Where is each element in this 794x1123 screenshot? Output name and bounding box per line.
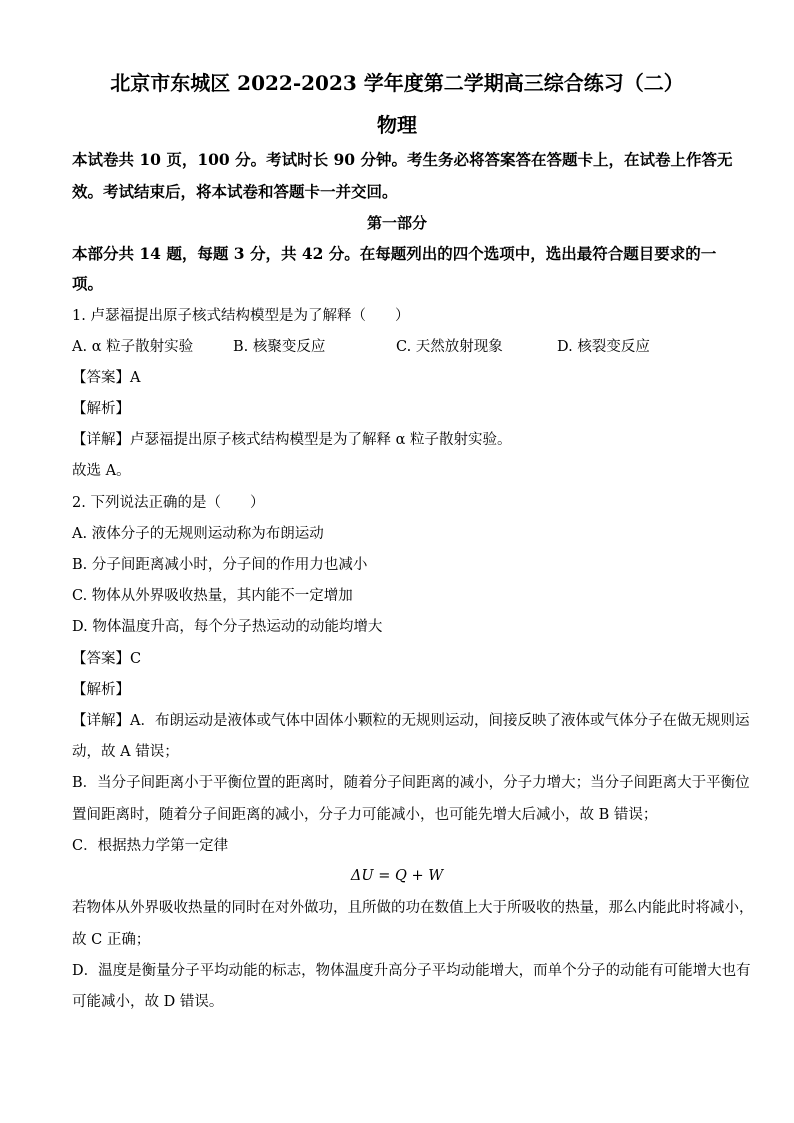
page-title: 北京市东城区 2022-2023 学年度第二学期高三综合练习（二） [110,71,684,95]
question-2-stem: 2. 下列说法正确的是（ ） [72,495,265,511]
part-one-heading: 第一部分 [366,214,427,232]
question-2-option-d: D. 物体温度升高，每个分子热运动的动能均增大 [72,619,383,635]
question-1-detail: 【详解】卢瑟福提出原子核式结构模型是为了解释 α 粒子散射实验。 [72,432,512,448]
question-1-stem: 1. 卢瑟福提出原子核式结构模型是为了解释（ ） [72,308,410,324]
question-1-analysis-label: 【解析】 [72,401,130,417]
part-one-description-1: 本部分共 14 题，每题 3 分，共 42 分。在每题列出的四个选项中，选出最符合题目要求的一 [72,244,717,263]
question-2-detail-a-1: 【详解】A．布朗运动是液体或气体中固体小颗粒的无规则运动，间接反映了液体或气体分子在做无规则运 [72,713,750,729]
question-2-answer: 【答案】C [72,651,142,667]
part-one-description-2: 项。 [72,274,104,293]
question-2-detail-d-1: D．温度是衡量分子平均动能的标志，物体温度升高分子平均动能增大，而单个分子的动能有可能增大也有 [72,963,751,979]
question-2-detail-a-2: 动，故 A 错误； [72,744,179,760]
question-2-option-a: A. 液体分子的无规则运动称为布朗运动 [72,526,324,542]
question-2-detail-d-2: 可能减小，故 D 错误。 [72,994,224,1010]
question-2-detail-c-2: 若物体从外界吸收热量的同时在对外做功，且所做的功在数值上大于所吸收的热量，那么内能此时将减小， [72,900,754,916]
question-1-conclusion: 故选 A。 [72,463,131,479]
subject-title: 物理 [377,113,417,137]
question-2-option-b: B. 分子间距离减小时，分子间的作用力也减小 [72,557,368,573]
question-2-detail-b-1: B．当分子间距离小于平衡位置的距离时，随着分子间距离的减小，分子力增大；当分子间距离大于平衡位 [72,775,750,791]
question-1-option-a: A. α 粒子散射实验 [72,339,194,355]
question-1-option-b: B. 核聚变反应 [233,339,326,355]
question-2-detail-c-3: 故 C 正确； [72,932,151,948]
question-1-option-d: D. 核裂变反应 [557,339,650,355]
first-law-formula: ΔU = Q + W [350,868,444,884]
question-1-answer: 【答案】A [72,370,141,386]
question-2-detail-c-1: C．根据热力学第一定律 [72,838,229,854]
question-2-detail-b-2: 置间距离时，随着分子间距离的减小，分子力可能减小，也可能先增大后减小，故 B 错误； [72,807,658,823]
instructions-line-2: 效。考试结束后，将本试卷和答题卡一并交回。 [72,182,398,201]
question-2-analysis-label: 【解析】 [72,682,130,698]
question-1-option-c: C. 天然放射现象 [396,339,503,355]
instructions-line-1: 本试卷共 10 页，100 分。考试时长 90 分钟。考生务必将答案答在答题卡上，在试卷上作答无 [72,150,733,169]
question-2-option-c: C. 物体从外界吸收热量，其内能不一定增加 [72,588,353,604]
